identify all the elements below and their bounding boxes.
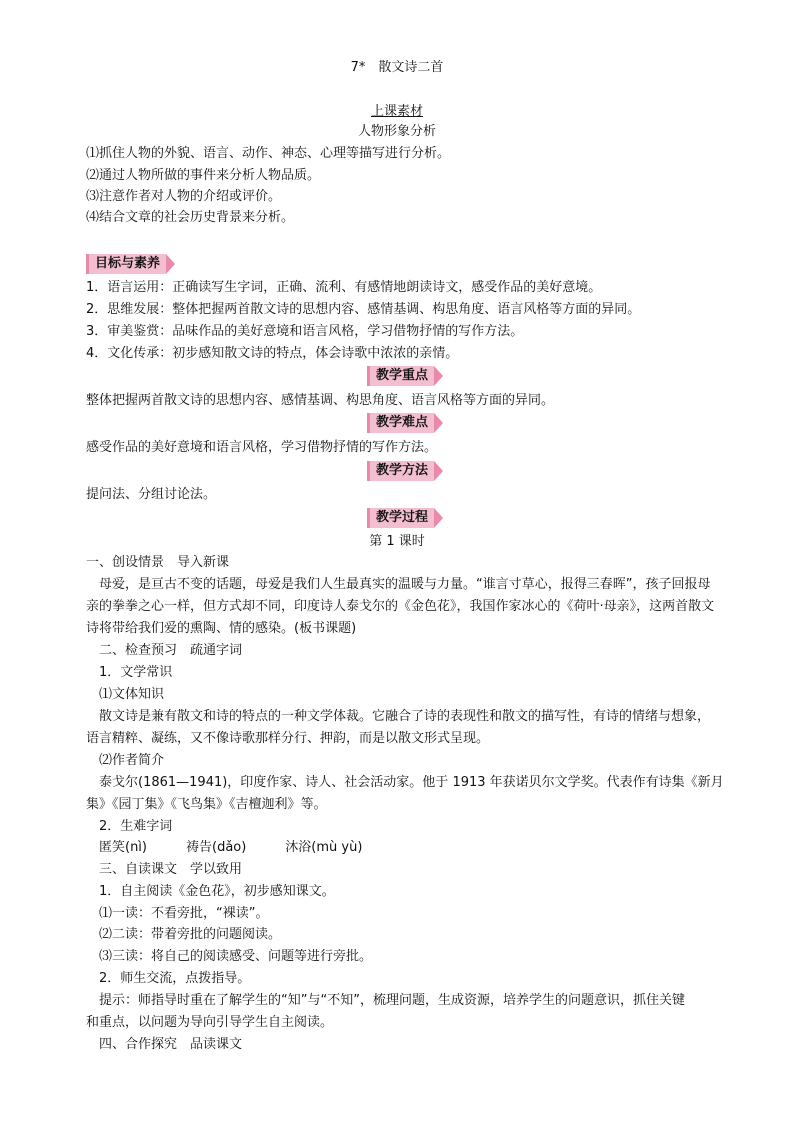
process-line: 提示：师指导时重在了解学生的“知”与“不知”，梳理问题，生成资源，培养学生的问题意识，抓住关键 [86,993,685,1008]
process-line: 2．生难字词 [86,819,173,834]
process-line: ⑵二读：带着旁批的问题阅读。 [86,927,282,942]
goal-item: 3．审美鉴赏：品味作品的美好意境和语言风格，学习借物抒情的写作方法。 [86,324,524,339]
process-line: 泰戈尔(1861—1941)，印度作家、诗人、社会活动家。他于 1913 年获诺贝尔文学奖。代表作有诗集《新月 [86,775,724,790]
process-line: ⑶三读：将自己的阅读感受、问题等进行旁批。 [86,949,373,964]
analysis-point: ⑵通过人物所做的事件来分析人物品质。 [86,168,321,183]
material-subheading: 人物形象分析 [357,124,436,139]
process-line: 亲的拳拳之心一样，但方式却不同，印度诗人泰戈尔的《金色花》，我国作家冰心的《荷叶·母亲》，这两首散文 [86,599,715,614]
difficult-point-text: 感受作品的美好意境和语言风格，学习借物抒情的写作方法。 [86,440,438,455]
section-label: 教学难点 [367,413,434,433]
period-label: 第 1 课时 [369,534,425,549]
process-line: 和重点，以问题为导向引导学生自主阅读。 [86,1015,334,1030]
process-line: 二、检查预习 疏通字词 [86,643,243,658]
badge-arrow-icon [166,254,175,274]
process-line: ⑴文体知识 [86,687,165,702]
analysis-point: ⑴抓住人物的外貌、语言、动作、神态、心理等描写进行分析。 [86,146,451,161]
process-line: 1．文学常识 [86,665,173,680]
section-badge-key [367,366,443,386]
process-line: 1．自主阅读《金色花》，初步感知课文。 [86,884,335,899]
process-line: 四、合作探究 品读课文 [86,1037,243,1052]
badge-arrow-icon [434,413,443,433]
process-line: 2．师生交流，点拨指导。 [86,971,251,986]
badge-arrow-icon [434,366,443,386]
process-line: ⑴一读：不看旁批，“裸读”。 [86,906,269,921]
section-label: 教学过程 [367,508,434,528]
process-line: 匿笑(nì) 祷告(dǎo) 沐浴(mù yù) [86,840,363,855]
lesson-title: 7* 散文诗二首 [350,60,444,75]
material-heading: 上课素材 [370,104,423,119]
goal-item: 2．思维发展：整体把握两首散文诗的思想内容、感情基调、构思角度、语言风格等方面的异同。 [86,302,641,317]
process-line: 母爱，是亘古不变的话题，母爱是我们人生最真实的温暖与力量。“谁言寸草心，报得三春晖”，孩子回报母 [86,577,711,592]
process-line: 散文诗是兼有散文和诗的特点的一种文学体裁。它融合了诗的表现性和散文的描写性，有诗的情绪与想象， [86,709,711,724]
section-label: 教学重点 [367,366,434,386]
badge-arrow-icon [434,461,443,481]
section-badge-process [367,508,443,528]
process-line: 集》《园丁集》《飞鸟集》《吉檀迦利》等。 [86,797,327,812]
section-badge-goals [86,254,175,274]
method-text: 提问法、分组讨论法。 [86,487,217,502]
section-label: 教学方法 [367,461,434,481]
section-badge-method [367,461,443,481]
process-line: ⑵作者简介 [86,753,165,768]
key-point-text: 整体把握两首散文诗的思想内容、感情基调、构思角度、语言风格等方面的异同。 [86,393,555,408]
process-line: 一、创设情景 导入新课 [86,555,230,570]
section-badge-difficult [367,413,443,433]
process-line: 诗将带给我们爱的熏陶、情的感染。(板书课题) [86,621,357,636]
badge-arrow-icon [434,508,443,528]
analysis-point: ⑷结合文章的社会历史背景来分析。 [86,210,295,225]
process-line: 三、自读课文 学以致用 [86,862,243,877]
goal-item: 1．语言运用：正确读写生字词，正确、流利、有感情地朗读诗文，感受作品的美好意境。 [86,280,602,295]
section-label: 目标与素养 [86,254,166,274]
process-line: 语言精粹、凝练，又不像诗歌那样分行、押韵，而是以散文形式呈现。 [86,731,490,746]
goal-item: 4．文化传承：初步感知散文诗的特点，体会诗歌中浓浓的亲情。 [86,346,459,361]
analysis-point: ⑶注意作者对人物的介绍或评价。 [86,189,282,204]
